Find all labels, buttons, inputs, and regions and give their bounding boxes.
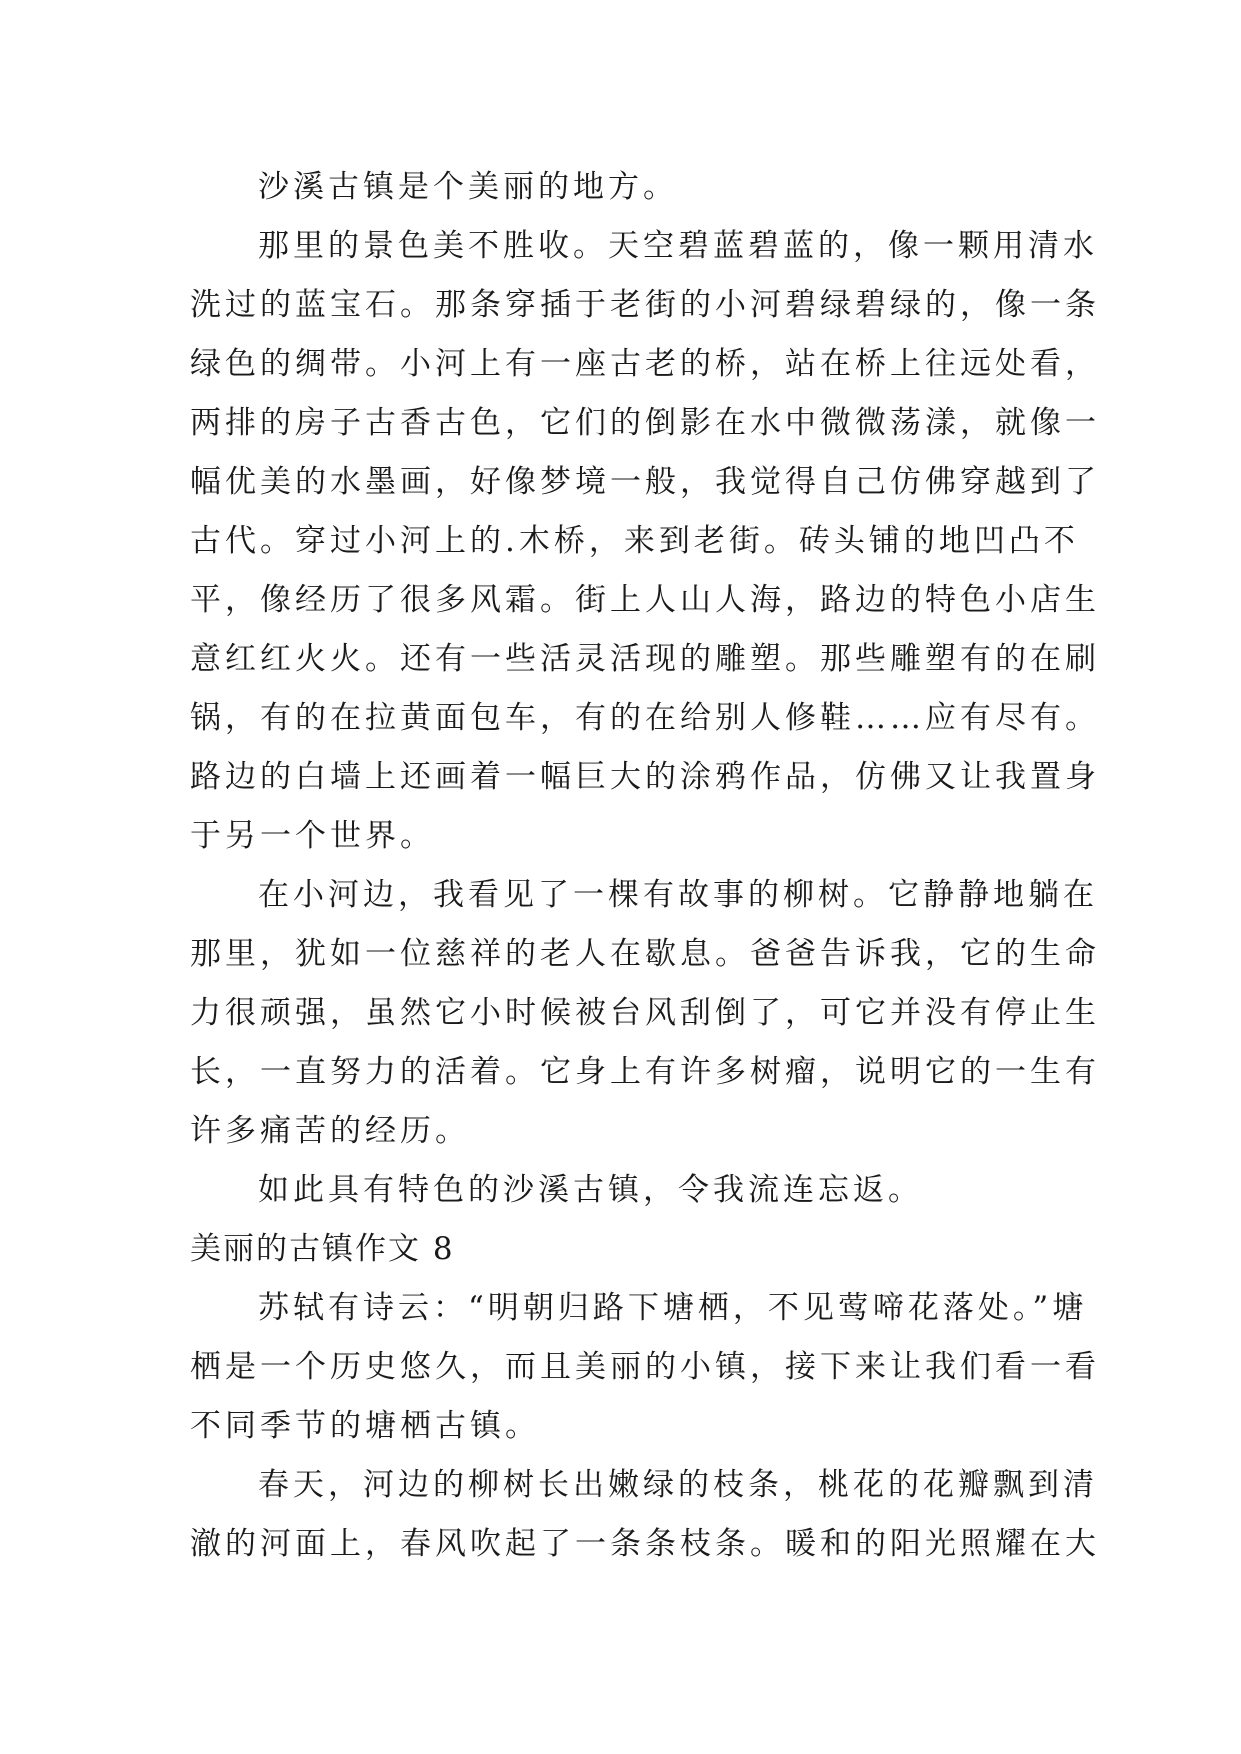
- text-line: 如此具有特色的沙溪古镇，令我流连忘返。: [258, 1172, 923, 1208]
- text-line: 幅优美的水墨画，好像梦境一般，我觉得自己仿佛穿越到了: [190, 464, 1100, 500]
- text-line: 绿色的绸带。小河上有一座古老的桥，站在桥上往远处看，: [190, 346, 1100, 382]
- text-line: 平，像经历了很多风霜。街上人山人海，路边的特色小店生: [190, 582, 1100, 618]
- text-line: 那里，犹如一位慈祥的老人在歇息。爸爸告诉我，它的生命: [190, 936, 1100, 972]
- text-line: 不同季节的塘栖古镇。: [190, 1408, 540, 1444]
- document-body: [190, 158, 1100, 1574]
- text-line: 意红红火火。还有一些活灵活现的雕塑。那些雕塑有的在刷: [190, 641, 1100, 677]
- text-line: 锅，有的在拉黄面包车，有的在给别人修鞋……应有尽有。: [190, 700, 1100, 736]
- text-line: 于另一个世界。: [190, 818, 435, 854]
- section-title: 美丽的古镇作文 8: [190, 1231, 455, 1267]
- text-line: 苏轼有诗云：“明朝归路下塘栖，不见莺啼花落处。”塘: [258, 1290, 1088, 1326]
- text-line: 在小河边，我看见了一棵有故事的柳树。它静静地躺在: [258, 877, 1098, 913]
- text-line: 栖是一个历史悠久，而且美丽的小镇，接下来让我们看一看: [190, 1349, 1100, 1385]
- text-line: 两排的房子古香古色，它们的倒影在水中微微荡漾，就像一: [190, 405, 1100, 441]
- text-line: 洗过的蓝宝石。那条穿插于老街的小河碧绿碧绿的，像一条: [190, 287, 1100, 323]
- text-line: 长，一直努力的活着。它身上有许多树瘤，说明它的一生有: [190, 1054, 1100, 1090]
- text-line: 许多痛苦的经历。: [190, 1113, 470, 1149]
- text-line: 力很顽强，虽然它小时候被台风刮倒了，可它并没有停止生: [190, 995, 1100, 1031]
- text-line: 那里的景色美不胜收。天空碧蓝碧蓝的，像一颗用清水: [258, 228, 1098, 264]
- text-line: 沙溪古镇是个美丽的地方。: [258, 169, 678, 205]
- text-line: 澈的河面上，春风吹起了一条条枝条。暖和的阳光照耀在大: [190, 1526, 1100, 1562]
- text-line: 春天，河边的柳树长出嫩绿的枝条，桃花的花瓣飘到清: [258, 1467, 1098, 1503]
- text-line: 路边的白墙上还画着一幅巨大的涂鸦作品，仿佛又让我置身: [190, 759, 1100, 795]
- text-line: 古代。穿过小河上的.木桥，来到老街。砖头铺的地凹凸不: [190, 523, 1079, 559]
